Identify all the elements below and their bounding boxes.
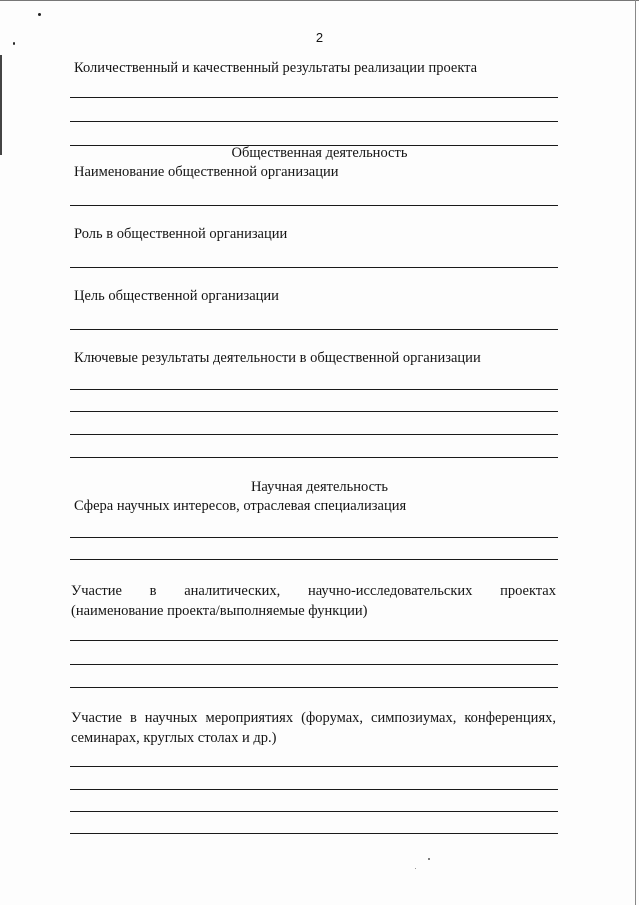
goal-line[interactable] [70, 329, 558, 330]
scientific-events-line-1[interactable] [70, 766, 558, 767]
scan-speck [428, 858, 430, 860]
research-projects-line-2[interactable] [70, 664, 558, 665]
key-results-line-3[interactable] [70, 434, 558, 435]
research-projects-label-line-2: (наименование проекта/выполняемые функции) [71, 603, 368, 619]
organization-name-label: Наименование общественной организации [74, 164, 339, 180]
scientific-interests-line-2[interactable] [70, 559, 558, 560]
goal-label: Цель общественной организации [74, 288, 279, 304]
scientific-events-line-3[interactable] [70, 811, 558, 812]
scientific-events-line-4[interactable] [70, 833, 558, 834]
key-results-line-4[interactable] [70, 457, 558, 458]
page-edge-left [0, 55, 2, 155]
key-results-line-1[interactable] [70, 389, 558, 390]
scientific-events-label [71, 708, 556, 748]
project-results-line-2[interactable] [70, 121, 558, 122]
project-results-line-1[interactable] [70, 97, 558, 98]
research-projects-line-1[interactable] [70, 640, 558, 641]
scan-speck [38, 13, 41, 16]
scan-speck [415, 868, 416, 869]
page-number: 2 [315, 30, 324, 45]
research-projects-label-line-1: Участие в аналитических, научно-исследовательских проектах [71, 583, 556, 599]
key-results-line-2[interactable] [70, 411, 558, 412]
scientific-events-label-line-1: Участие в научных мероприятиях (форумах, симпозиумах, конференциях, [71, 710, 556, 726]
public-activity-heading: Общественная деятельность [231, 145, 408, 161]
research-projects-line-3[interactable] [70, 687, 558, 688]
research-projects-label [71, 581, 556, 621]
scientific-interests-line-1[interactable] [70, 537, 558, 538]
scientific-activity-heading: Научная деятельность [250, 479, 389, 495]
page-edge-top [0, 0, 639, 1]
scientific-events-label-line-2: семинарах, круглых столах и др.) [71, 730, 277, 746]
scientific-events-line-2[interactable] [70, 789, 558, 790]
project-results-label: Количественный и качественный результаты реализации проекта [74, 60, 478, 76]
role-line[interactable] [70, 267, 558, 268]
key-results-label: Ключевые результаты деятельности в общественной организации [74, 350, 481, 366]
scientific-interests-label: Сфера научных интересов, отраслевая специализация [74, 498, 407, 514]
role-label: Роль в общественной организации [74, 226, 288, 242]
organization-name-line[interactable] [70, 205, 558, 206]
page-edge-right [635, 0, 636, 905]
